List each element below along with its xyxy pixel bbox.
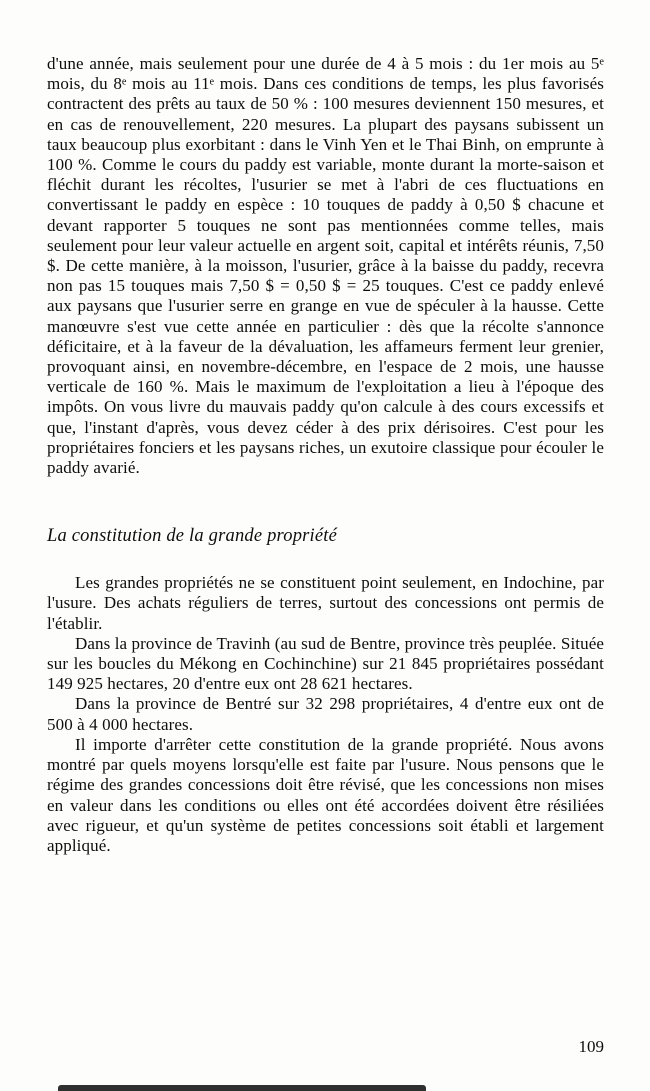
paragraph-intro: d'une année, mais seulement pour une durée de 4 à 5 mois : du 1er mois au 5ᵉ mois, du 8ᵉ mois au 11ᵉ mois. Dans ces conditions de temps, les plus favorisés contractent des prêts au taux de 50 % : 100 mesures deviennent 150 mesures, et en cas de renouvellement, 220 mesures. La plupart des paysans subissent un taux beaucoup plus exorbitant : dans le Vinh Yen et le Thai Binh, on emprunte à 100 %. Comme le cours du paddy est variable, monte durant la morte-saison et fléchit durant les récoltes, l'usurier se met à l'abri de ces fluctuations en convertissant le paddy en espèce : 10 touques de paddy à 0,50 $ chacune et devant rapporter 5 touques ne sont pas mentionnées comme telles, mais seulement pour leur valeur actuelle en argent soit, capital et intérêts réunis, 7,50 $. De cette manière, à la moisson, l'usurier, grâce à la baisse du paddy, recevra non pas 15 touques mais 7,50 $ = 0,50 $ = 25 touques. C'est ce paddy enlevé aux paysans que l'usurier serre en grange en vue de spéculer à la hausse. Cette manœuvre s'est vue cette année en particulier : dès que la récolte s'annonce déficitaire, et à la faveur de la dévaluation, les affameurs ferment leur grenier, provoquant ainsi, en novembre-décembre, en l'espace de 2 mois, une hausse verticale de 160 %. Mais le maximum de l'exploitation a lieu à l'époque des impôts. On vous livre du mauvais paddy qu'on calcule à des cours excessifs et que, l'instant d'après, vous devez céder à des prix dérisoires. C'est pour les propriétaires fonciers et les paysans riches, un exutoire classique pour écouler le paddy avarié. <box>47 54 604 478</box>
paragraph: Les grandes propriétés ne se constituent point seulement, en Indochine, par l'usure. Des achats réguliers de terres, surtout des concessions ont permis de l'établir. <box>47 573 604 633</box>
page-body <box>47 54 604 856</box>
paragraph: Dans la province de Bentré sur 32 298 propriétaires, 4 d'entre eux ont de 500 à 4 000 hectares. <box>47 694 604 734</box>
page-number: 109 <box>578 1037 604 1056</box>
scan-edge-artifact <box>58 1085 426 1091</box>
paragraph: Il importe d'arrêter cette constitution de la grande propriété. Nous avons montré par quels moyens lorsqu'elle est faite par l'usure. Nous pensons que le régime des grandes concessions doit être révisé, que les concessions non mises en valeur dans les conditions ou elles ont été accordées doivent être résiliées avec rigueur, et qu'un système de petites concessions soit établi et largement appliqué. <box>47 734 604 855</box>
section-heading: La constitution de la grande propriété <box>47 526 338 547</box>
paragraph: Dans la province de Travinh (au sud de Bentre, province très peuplée. Située sur les boucles du Mékong en Cochinchine) sur 21 845 propriétaires possédant 149 925 hectares, 20 d'entre eux ont 28 621 hectares. <box>47 633 604 694</box>
